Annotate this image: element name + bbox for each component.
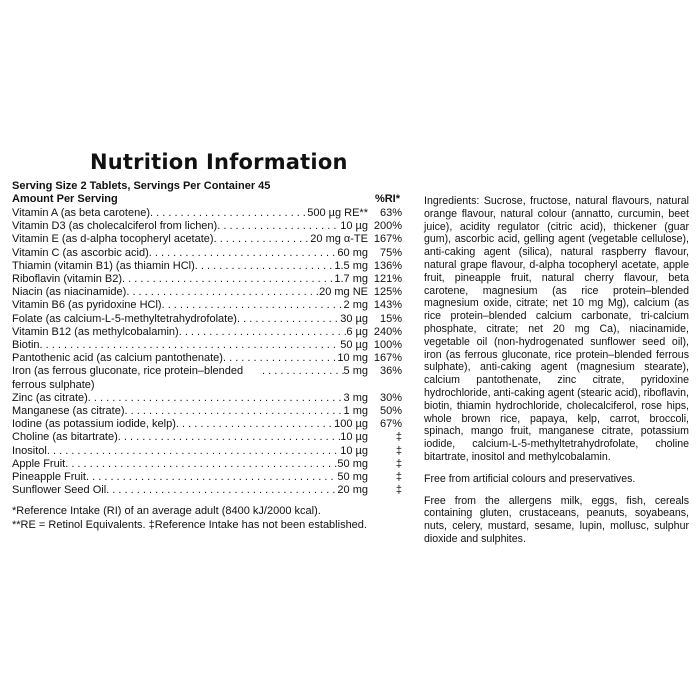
nutrient-amount: 3 mg [343, 391, 368, 404]
nutrient-table [12, 207, 402, 497]
nutrient-ri-percent: 67% [379, 418, 402, 431]
dot-leader [88, 392, 344, 405]
nutrient-row [12, 339, 402, 352]
nutrient-name: Vitamin D3 (as cholecalciferol from lichen) [12, 220, 218, 233]
nutrient-row [12, 352, 402, 365]
nutrient-amount: 500 µg RE** [307, 207, 368, 219]
amount-header-row [12, 193, 402, 206]
dot-leader [86, 471, 337, 484]
nutrient-row [12, 286, 402, 299]
free-from-colours: Free from artificial colours and preservatives. [424, 472, 636, 485]
nutrition-panel [12, 150, 402, 532]
nutrient-row [12, 484, 402, 497]
nutrient-row [12, 247, 402, 260]
dot-leader [223, 352, 337, 365]
nutrient-row [12, 365, 402, 391]
dot-leader [179, 326, 347, 339]
nutrient-name: Iron (as ferrous gluconate, rice protein–blended ferrous sulphate) [12, 365, 244, 391]
amount-per-serving-label: Amount Per Serving [12, 193, 118, 205]
nutrient-row [12, 299, 402, 312]
nutrient-row [12, 273, 402, 286]
nutrient-amount: 1.5 mg [334, 259, 368, 272]
nutrient-ri-percent: 121% [373, 273, 402, 286]
nutrient-name: Manganese (as citrate) [12, 405, 125, 418]
allergen-statement: Free from the allergens milk, eggs, fish, cereals containing gluten, crustaceans, peanuts, soyabeans, nuts, celery, mustard, sesame, lupin, mollusc, sulphur dioxide and sulphites. [424, 494, 689, 545]
nutrient-row [12, 233, 402, 246]
nutrient-ri-percent: 15% [379, 312, 402, 325]
nutrient-ri-percent: 100% [373, 339, 402, 352]
nutrient-amount: 10 µg [340, 444, 368, 457]
dot-leader [162, 299, 344, 312]
nutrient-ri-percent: 143% [373, 299, 402, 312]
nutrient-row [12, 431, 402, 444]
nutrient-name: Vitamin E (as d-alpha tocopheryl acetate) [12, 233, 214, 246]
dot-leader [65, 458, 337, 471]
nutrient-amount: 50 mg [337, 471, 368, 484]
nutrient-amount: 2 mg [343, 299, 368, 312]
nutrient-ri-percent: 240% [373, 325, 402, 338]
dot-leader [150, 207, 307, 220]
nutrient-row [12, 313, 402, 326]
nutrient-name: Vitamin C (as ascorbic acid) [12, 246, 149, 259]
nutrient-amount: 20 mg α-TE [310, 233, 368, 246]
footnote-re: **RE = Retinol Equivalents. ‡Reference Intake has not been established. [12, 519, 367, 532]
dot-leader [122, 273, 334, 286]
nutrient-ri-percent: 63% [379, 207, 402, 219]
nutrient-ri-percent: ‡ [395, 471, 402, 484]
nutrient-ri-percent: ‡ [395, 444, 402, 457]
nutrient-name: Vitamin A (as beta carotene) [12, 207, 150, 219]
nutrient-name: Vitamin B6 (as pyridoxine HCl) [12, 299, 162, 312]
nutrient-name: Sunflower Seed Oil [12, 484, 107, 497]
nutrient-name: Vitamin B12 (as methylcobalamin) [12, 325, 179, 338]
nutrient-name: Iodine (as potassium iodide, kelp) [12, 418, 176, 431]
nutrient-row [12, 471, 402, 484]
nutrient-amount: 1.7 mg [334, 273, 368, 286]
dot-leader [195, 260, 335, 273]
ri-header: %RI* [374, 193, 400, 205]
nutrient-amount: 20 mg [337, 484, 368, 497]
nutrient-amount: 1 mg [343, 405, 368, 418]
nutrient-ri-percent: 50% [379, 405, 402, 418]
dot-leader [217, 220, 340, 233]
nutrient-amount: 10 µg [340, 431, 368, 444]
nutrient-amount: 50 µg [340, 339, 368, 352]
nutrition-title: Nutrition Information [90, 150, 348, 174]
dot-leader [106, 484, 337, 497]
dot-leader [149, 247, 338, 260]
dot-leader [214, 233, 311, 246]
nutrient-ri-percent: 125% [373, 286, 402, 299]
nutrient-amount: 50 mg [337, 457, 368, 470]
ingredients-text: Ingredients: Sucrose, fructose, natural flavours, natural orange flavour, natural colour (annatto, curcumin, beet juice), acidity regulator (citric acid), thickener (guar gum), ascorbic acid, gelling agent (vegetable cellulose), anti-caking agent (silica), natural raspberry flavour, natural grape flavour, d-alpha tocopheryl acetate, apple fruit, pineapple fruit, natural cherry flavour, beta carotene, magnesium (as rice protein–blended magnesium oxide, citrate; net 10 mg Mg), calcium (as rice protein–blended calcium carbonate, tri-calcium phosphate, citrate; net 20 mg Ca), niacinamide, vegetable oil (non-hydrogenated sunflower seed oil), iron (as ferrous gluconate, rice protein–blended ferrous sulphate), anti-caking agent (magnesium stearate), calcium pantothenate, zinc citrate, pyridoxine hydrochloride, anti-caking agent (stearic acid), riboflavin, biotin, thiamin hydrochloride, cholecalciferol, rose hips, whole brown rice, papaya, kelp, carrot, broccoli, spinach, mango fruit, manganese citrate, potassium iodide, calcium-L-5-methyltetrahydrofolate, choline bitartrate, inositol and methylcobalamin. [424, 195, 689, 463]
nutrient-ri-percent: ‡ [395, 484, 402, 497]
nutrient-ri-percent: ‡ [395, 431, 402, 444]
nutrient-ri-percent: ‡ [395, 457, 402, 470]
nutrient-row [12, 458, 402, 471]
nutrient-name: Pineapple Fruit [12, 471, 86, 484]
nutrient-ri-percent: 36% [379, 365, 402, 378]
dot-leader [40, 339, 341, 352]
dot-leader [125, 405, 344, 418]
nutrient-amount: 100 µg [334, 418, 368, 431]
nutrient-ri-percent: 75% [379, 246, 402, 259]
nutrient-row [12, 326, 402, 339]
nutrient-amount: 5 mg [343, 365, 368, 378]
nutrient-name: Zinc (as citrate) [12, 391, 88, 404]
nutrient-ri-percent: 30% [379, 391, 402, 404]
nutrient-ri-percent: 200% [373, 220, 402, 233]
nutrient-name: Choline (as bitartrate) [12, 431, 118, 444]
nutrient-amount: 20 mg NE [319, 286, 368, 299]
dot-leader [262, 365, 344, 378]
nutrient-amount: 10 µg [340, 220, 368, 233]
serving-size: Serving Size 2 Tablets, Servings Per Container 45 [12, 180, 271, 192]
footnote-ri: *Reference Intake (RI) of an average adult (8400 kJ/2000 kcal). [12, 505, 321, 518]
nutrient-name: Apple Fruit [12, 457, 66, 470]
nutrient-name: Biotin [12, 339, 40, 352]
nutrient-row [12, 392, 402, 405]
dot-leader [126, 286, 319, 299]
footnotes [12, 504, 402, 532]
nutrient-row [12, 207, 402, 220]
nutrient-row [12, 260, 402, 273]
nutrient-name: Thiamin (vitamin B1) (as thiamin HCl) [12, 259, 195, 272]
nutrient-amount: 60 mg [337, 246, 368, 259]
nutrient-ri-percent: 167% [373, 352, 402, 365]
nutrient-row [12, 418, 402, 431]
nutrient-row [12, 405, 402, 418]
nutrient-row [12, 220, 402, 233]
nutrient-amount: 10 mg [337, 352, 368, 365]
nutrient-name: Niacin (as niacinamide) [12, 286, 127, 299]
nutrient-ri-percent: 136% [373, 259, 402, 272]
dot-leader [118, 431, 340, 444]
nutrient-name: Riboflavin (vitamin B2) [12, 273, 123, 286]
nutrient-name: Folate (as calcium-L-5-methyltetrahydrofolate) [12, 312, 237, 325]
dot-leader [237, 313, 340, 326]
nutrient-name: Inositol [12, 444, 47, 457]
nutrient-name: Pantothenic acid (as calcium pantothenate) [12, 352, 223, 365]
nutrient-amount: 6 µg [346, 325, 368, 338]
ingredients-column [424, 195, 689, 555]
nutrient-amount: 30 µg [340, 312, 368, 325]
nutrient-row [12, 445, 402, 458]
nutrient-ri-percent: 167% [373, 233, 402, 246]
dot-leader [47, 445, 340, 458]
dot-leader [176, 418, 334, 431]
